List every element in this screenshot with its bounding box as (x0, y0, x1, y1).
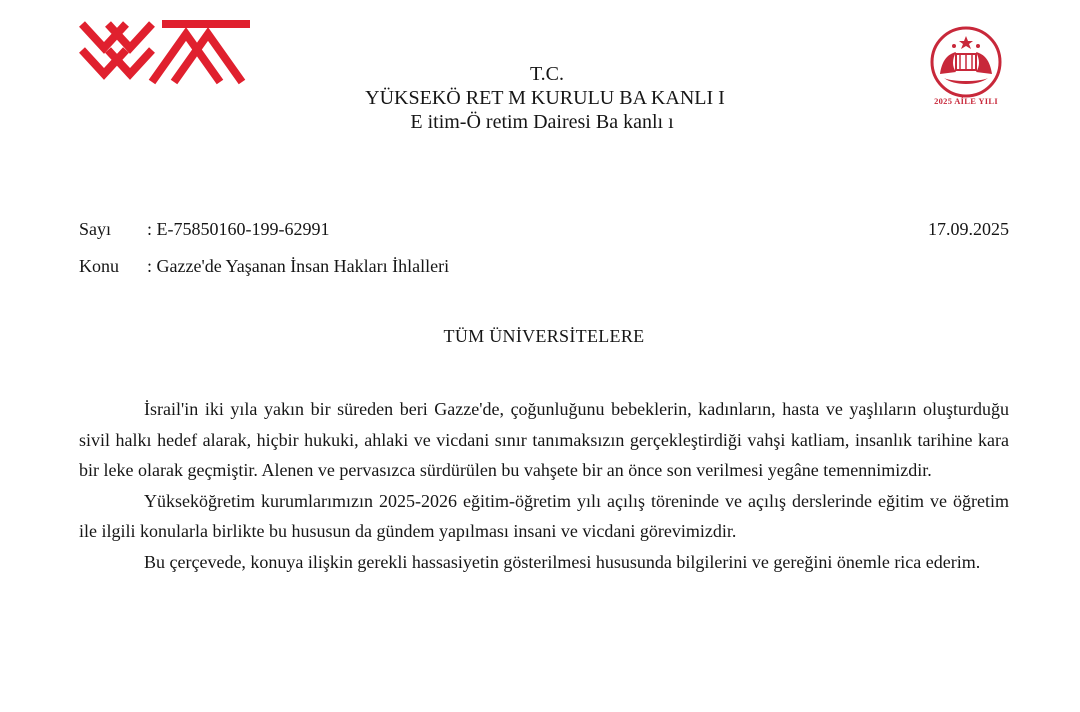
addressee: TÜM ÜNİVERSİTELERE (443, 326, 645, 346)
header-line-institution: YÜKSEKÖ RET M KURULU BA KANLI I (365, 87, 725, 109)
meta-row-number (79, 219, 1009, 243)
body-paragraph-1: İsrail'in iki yıla yakın bir süreden beri Gazze'de, çoğunluğunu bebeklerin, kadınların, hasta ve yaşlıların oluşturduğu sivil halkı hedef alarak, hiçbir hukuki, ahlaki ve vicdani sınır tanımaksızın gerçekleştirdiği vahşi katliam, insanlık tarihine kara bir leke olarak geçmiştir. Alenen ve pervasızca sürdürülen bu vahşete bir an önce son verilmesi yegâne temennimizdir. (79, 399, 1009, 481)
seal-caption: 2025 AİLE YILI (934, 96, 998, 106)
meta-row-subject (79, 256, 1009, 280)
header-line-country: T.C. (529, 63, 565, 85)
body-paragraph-3: Bu çerçevede, konuya ilişkin gerekli hassasiyetin gösterilmesi hususunda bilgilerini ve gereğini önemle rica ederim. (144, 551, 981, 572)
letterhead (0, 62, 1080, 134)
header-line-department: E itim-Ö retim Dairesi Ba kanlı ı (410, 111, 674, 133)
number-label: Sayı (79, 219, 112, 239)
document-date: 17.09.2025 (928, 219, 1009, 239)
letter-body (79, 394, 1009, 578)
body-paragraph-2: Yükseköğretim kurumlarımızın 2025-2026 eğitim-öğretim yılı açılış töreninde ve açılış derslerinde eğitim ve öğretim ile ilgili konularla birlikte bu hususun da gündem yapılması insani ve vicdani görevimizdir. (79, 490, 1009, 542)
subject-label: Konu (79, 256, 119, 276)
number-value: : E-75850160-199-62991 (147, 219, 330, 239)
subject-value: : Gazze'de Yaşanan İnsan Hakları İhlalleri (147, 256, 450, 276)
